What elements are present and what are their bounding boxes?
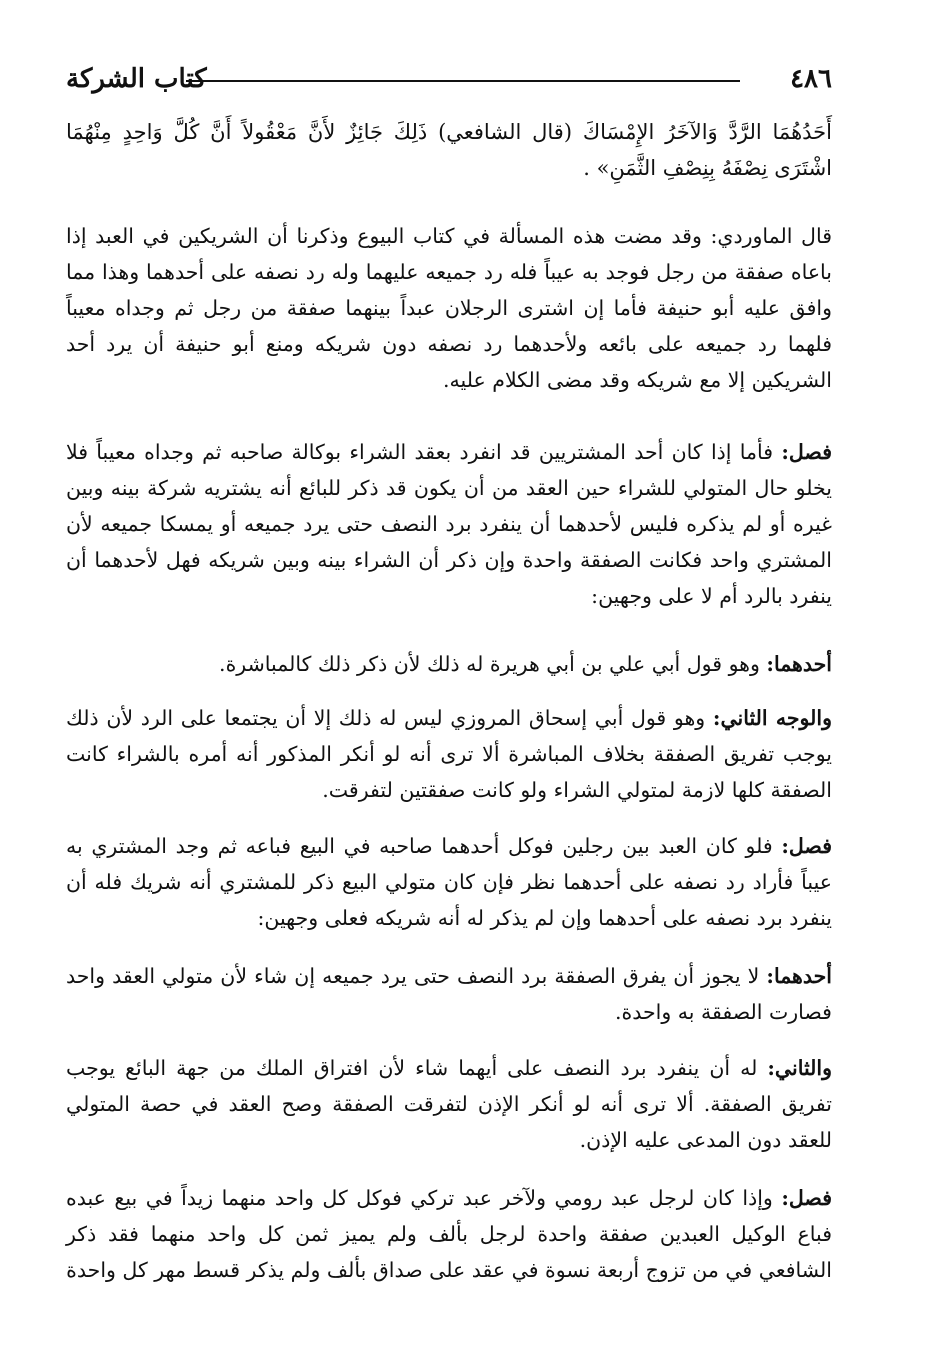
section-heading: فصل: [781, 1186, 832, 1210]
running-title: كتاب الشركة [66, 64, 207, 94]
section-paragraph [66, 828, 832, 936]
paragraph-text: فأما إذا كان أحد المشتريين قد انفرد بعقد الشراء بوكالة صاحبه ثم وجداه معيباً فلا يخلو حال المتولي للشراء حين العقد من أن يكون قد ذكر للبائع أنه يشتريه شركة بينه وبين غيره أو لم يذكره فليس لأحدهما أن ينفرد برد النصف حتى يرد جميعه أو يمسكا جميعه لأن المشتري واحد فكانت الصفقة واحدة وإن ذكر أن الشراء بينه وبين شريكه فهل لأحدهما أن ينفرد بالرد أم لا على وجهين: [66, 440, 832, 608]
paragraph-text: له أن ينفرد برد النصف على أيهما شاء لأن افتراق الملك من جهة البائع يوجب تفريق الصفقة. ألا ترى أنه لو أنكر الإذن لتفرقت الصفقة وصح العقد في حصة المتولي للعقد دون المدعى عليه الإذن. [66, 1056, 832, 1152]
paragraph-lead: أحدهما: [766, 652, 832, 676]
first-view-paragraph [66, 958, 832, 1030]
paragraph-lead: أحدهما: [766, 964, 832, 988]
paragraph-text: وهو قول أبي إسحاق المروزي ليس له ذلك إلا أن يجتمعا على الرد لأن ذلك يوجب تفريق الصفقة بخلاف المباشرة ألا ترى أنه لو أنكر المذكور أنه أمره بالشراء كانت الصفقة كلها لازمة لمتولي الشراء ولو كانت صفقتين لتفرقت. [66, 706, 832, 802]
book-page [66, 0, 832, 1368]
section-paragraph [66, 1180, 832, 1288]
paragraph-text: وإذا كان لرجل عبد رومي ولآخر عبد تركي فوكل كل واحد منهما زيداً في بيع عبده فباع الوكيل العبدين صفقة واحدة لرجل بألف ولم يميز ثمن كل واحد منهما فقد ذكر الشافعي في من تزوج أربعة نسوة في عقد على صداق بألف ولم يذكر قسط مهر كل واحدة [66, 1186, 832, 1282]
quoted-text-paragraph [66, 114, 832, 186]
second-view-paragraph [66, 700, 832, 808]
first-view-paragraph [66, 646, 832, 682]
section-heading: فصل: [781, 440, 832, 464]
page-header [66, 62, 832, 98]
paragraph-text: وهو قول أبي علي بن أبي هريرة له ذلك لأن ذكر ذلك كالمباشرة. [219, 652, 767, 676]
paragraph-text: فلو كان العبد بين رجلين فوكل أحدهما صاحبه في البيع فباعه ثم وجد المشتري به عيباً فأراد رد نصفه على أحدهما نظر فإن كان متولي البيع ذكر للمشتري أنه شريك فله أن ينفرد برد نصفه على أحدهما وإن لم يذكر له أنه شريكه فعلى وجهين: [66, 834, 832, 930]
paragraph-lead: والثاني: [767, 1056, 832, 1080]
section-paragraph [66, 434, 832, 614]
page-number: ٤٨٦ [790, 64, 832, 94]
paragraph-text: قال الماوردي: وقد مضت هذه المسألة في كتاب البيوع وذكرنا أن الشريكين في العبد إذا باعاه صفقة من رجل فوجد به عيباً فله رد جميعه عليهما وله رد نصفه على أحدهما وهذا مما وافق عليه أبو حنيفة فأما إن اشترى الرجلان عبداً بينهما صفقة من رجل ثم وجداه معيباً فلهما رد جميعه على بائعه ولأحدهما رد نصفه دون شريكه ومنع أبو حنيفة أن يرد أحد الشريكين إلا مع شريكه وقد مضى الكلام عليه. [66, 224, 832, 392]
commentary-paragraph [66, 218, 832, 398]
header-rule [186, 80, 740, 82]
paragraph-text: لا يجوز أن يفرق الصفقة برد النصف حتى يرد جميعه إن شاء لأن متولي العقد واحد فصارت الصفقة به واحدة. [66, 964, 832, 1024]
section-heading: فصل: [781, 834, 832, 858]
paragraph-lead: والوجه الثاني: [712, 706, 832, 730]
second-view-paragraph [66, 1050, 832, 1158]
paragraph-text: أَحَدُهُمَا الرَّدَّ وَالآخَرُ الإِمْسَاكَ (قال الشافعي) ذَلِكَ جَائِزٌ لأَنَّ مَعْقُولاً أَنَّ كُلَّ وَاحِدٍ مِنْهُمَا اشْتَرَى نِصْفَهُ بِنِصْفِ الثَّمَنِ» . [66, 120, 832, 180]
